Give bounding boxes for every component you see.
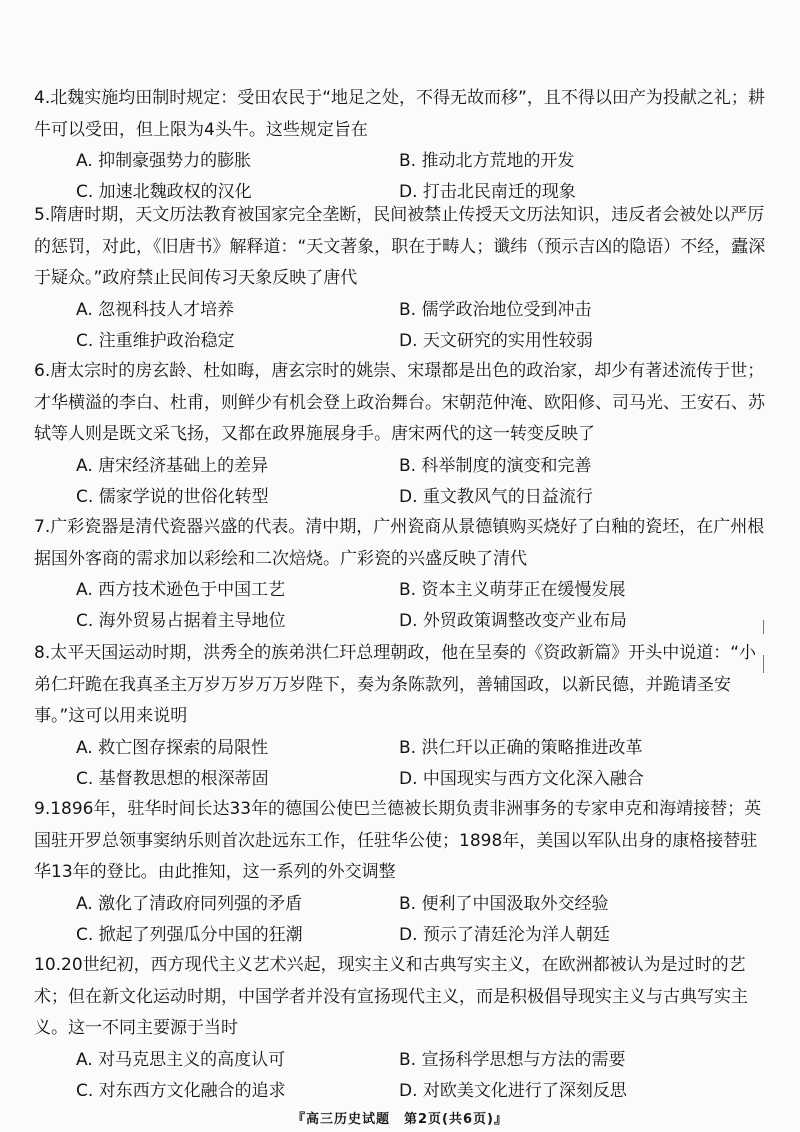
- question-4: [0, 83, 800, 208]
- question-stem: 8.太平天国运动时期，洪秀全的族弟洪仁玕总理朝政，他在呈奏的《资政新篇》开头中说道：“小弟仁玕跪在我真圣主万岁万岁万万岁陛下，奏为条陈款列，善辅国政，以新民德，并跪请圣安事。”这可以用来说明: [34, 643, 757, 726]
- option-b[interactable]: B. 推动北方荒地的开发: [399, 151, 575, 171]
- option-a[interactable]: A. 救亡图存探索的局限性: [76, 737, 269, 758]
- option-b[interactable]: B. 宣扬科学思想与方法的需要: [399, 1049, 626, 1070]
- question-stem: 6.唐太宗时的房玄龄、杜如晦，唐玄宗时的姚崇、宋璟都是出色的政治家，却少有著述流传于世；才华横溢的李白、杜甫，则鲜少有机会登上政治舞台。宋朝范仲淹、欧阳修、司马光、王安石、苏轼等人则是既文采飞扬，又都在政界施展身手。唐宋两代的这一转变反映了: [34, 361, 765, 444]
- option-c[interactable]: C. 掀起了列强瓜分中国的狂潮: [76, 924, 303, 945]
- question-5: [0, 200, 800, 357]
- option-d[interactable]: D. 对欧美文化进行了深刻反思: [399, 1080, 627, 1101]
- option-b[interactable]: B. 科举制度的演变和完善: [399, 455, 592, 476]
- option-d[interactable]: D. 打击北民南迁的现象: [399, 182, 576, 202]
- option-a[interactable]: A. 激化了清政府同列强的矛盾: [76, 893, 303, 914]
- scan-artifact-mark: [763, 655, 764, 673]
- option-c[interactable]: C. 注重维护政治稳定: [76, 330, 235, 351]
- question-6: [0, 356, 800, 513]
- options-group: [0, 295, 800, 357]
- option-d[interactable]: D. 预示了清廷沦为洋人朝廷: [399, 924, 610, 945]
- question-7: [0, 512, 800, 637]
- question-stem: 10.20世纪初，西方现代主义艺术兴起，现实主义和古典写实主义，在欧洲都被认为是过时的艺术；但在新文化运动时期，中国学者并没有宣扬现代主义，而是积极倡导现实主义与古典写实主义。这一不同主要源于当时: [34, 955, 748, 1038]
- option-b[interactable]: B. 资本主义萌芽正在缓慢发展: [399, 580, 626, 600]
- options-group: [0, 889, 800, 951]
- option-d[interactable]: D. 重文教风气的日益流行: [399, 486, 593, 507]
- question-stem: 7.广彩瓷器是清代瓷器兴盛的代表。清中期，广州瓷商从景德镇购买烧好了白釉的瓷坯，在广州根据国外客商的需求加以彩绘和二次焙烧。广彩瓷的兴盛反映了清代: [34, 517, 765, 569]
- option-b[interactable]: B. 洪仁玕以正确的策略推进改革: [399, 737, 643, 758]
- option-b[interactable]: B. 便利了中国汲取外交经验: [399, 893, 609, 914]
- option-d[interactable]: D. 天文研究的实用性较弱: [399, 330, 593, 351]
- option-a[interactable]: A. 抑制豪强势力的膨胀: [76, 151, 252, 171]
- option-a[interactable]: A. 忽视科技人才培养: [76, 299, 235, 320]
- page-footer: 『高三历史试题 第2页(共6页)』: [292, 1112, 508, 1127]
- options-group: [0, 146, 800, 208]
- option-b[interactable]: B. 儒学政治地位受到冲击: [399, 299, 592, 320]
- option-a[interactable]: A. 唐宋经济基础上的差异: [76, 455, 269, 476]
- option-c[interactable]: C. 海外贸易占据着主导地位: [76, 611, 286, 631]
- options-group: [0, 733, 800, 795]
- question-9: [0, 794, 800, 951]
- option-d[interactable]: D. 外贸政策调整改变产业布局: [399, 611, 627, 631]
- question-stem: 5.隋唐时期，天文历法教育被国家完全垄断，民间被禁止传授天文历法知识，违反者会被处以严厉的惩罚，对此，《旧唐书》解释道：“天文著象，职在于畴人；谶纬（预示吉凶的隐语）不经，蠹深于疑众。”政府禁止民间传习天象反映了唐代: [34, 205, 766, 288]
- question-stem: 4.北魏实施均田制时规定：受田农民于“地足之处，不得无故而移”，且不得以田产为投献之礼；耕牛可以受田，但上限为4头牛。这些规定旨在: [34, 88, 765, 140]
- option-c[interactable]: C. 对东西方文化融合的追求: [76, 1080, 286, 1101]
- options-group: [0, 1045, 800, 1107]
- question-10: [0, 950, 800, 1107]
- option-c[interactable]: C. 儒家学说的世俗化转型: [76, 486, 269, 507]
- option-a[interactable]: A. 西方技术逊色于中国工艺: [76, 580, 286, 600]
- options-group: [0, 451, 800, 513]
- option-c[interactable]: C. 基督教思想的根深蒂固: [76, 768, 269, 789]
- scan-artifact-mark: [763, 620, 764, 634]
- question-stem: 9.1896年，驻华时间长达33年的德国公使巴兰德被长期负责非洲事务的专家申克和海靖接替；英国驻开罗总领事窦纳乐则首次赴远东工作，任驻华公使；1898年，美国以军队出身的康格接替驻华13年的登比。由此推知，这一系列的外交调整: [34, 799, 762, 882]
- question-8: [0, 638, 800, 795]
- option-a[interactable]: A. 对马克思主义的高度认可: [76, 1049, 286, 1070]
- options-group: [0, 575, 800, 637]
- option-c[interactable]: C. 加速北魏政权的汉化: [76, 182, 252, 202]
- option-d[interactable]: D. 中国现实与西方文化深入融合: [399, 768, 644, 789]
